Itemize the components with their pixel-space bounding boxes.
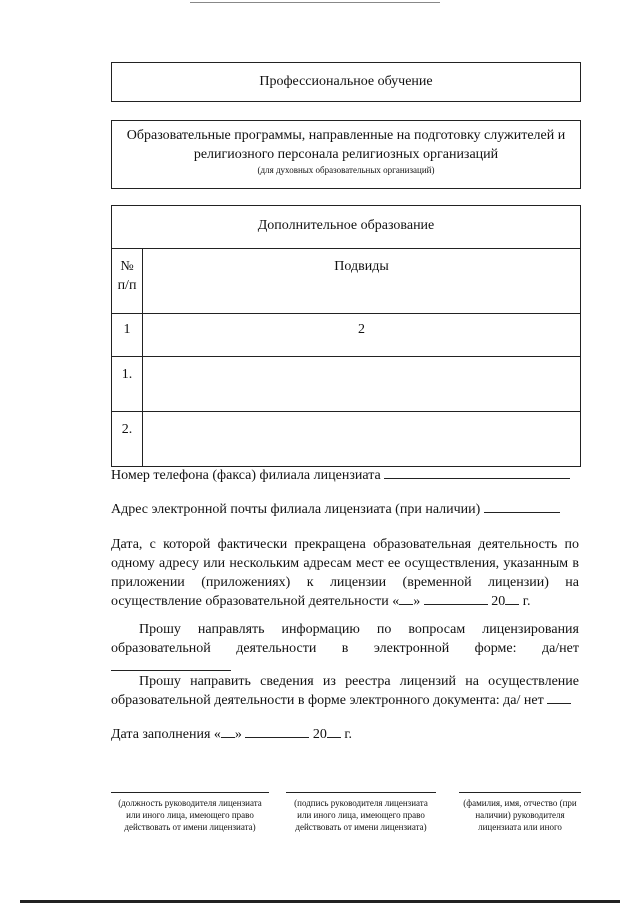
fill-date-quote: »	[234, 727, 242, 742]
request-electronic-info-blank[interactable]	[111, 658, 231, 671]
additional-education-title: Дополнительное образование	[112, 206, 581, 249]
date-stop-year-prefix: 20	[491, 594, 506, 609]
phone-field-blank[interactable]	[384, 466, 570, 479]
phone-field-label: Номер телефона (факса) филиала лицензиата	[111, 468, 381, 483]
email-field-line	[111, 500, 579, 519]
fill-date-month-blank[interactable]	[245, 725, 309, 738]
date-stop-quote: »	[413, 594, 421, 609]
signature-sign-caption: (подпись руководителя лицензиата или иного лица, имеющего право действовать от имени лицензиата)	[294, 798, 428, 832]
table-row	[112, 357, 581, 412]
table-row	[112, 412, 581, 467]
signature-name	[459, 792, 581, 833]
row-value[interactable]	[143, 412, 581, 467]
additional-education-table	[111, 205, 581, 467]
fill-date-year-blank[interactable]	[327, 725, 341, 738]
date-stop-year-suffix: г.	[522, 594, 531, 609]
column-number-header-line1: №	[120, 259, 134, 274]
signature-name-caption: (фамилия, имя, отчество (при наличии) руководителя лицензиата или иного	[463, 798, 577, 832]
signature-position-line[interactable]	[111, 792, 269, 793]
request-registry-paragraph	[111, 672, 579, 710]
phone-field-line	[111, 466, 579, 485]
date-stop-day-blank[interactable]	[399, 592, 413, 605]
index-cell-1: 1	[112, 314, 143, 357]
fill-date-day-blank[interactable]	[221, 725, 235, 738]
top-rule	[190, 2, 440, 3]
email-field-blank[interactable]	[484, 500, 560, 513]
fill-date-label: Дата заполнения «	[111, 727, 221, 742]
row-number: 2.	[112, 412, 143, 467]
request-registry-blank[interactable]	[547, 691, 571, 704]
row-value[interactable]	[143, 357, 581, 412]
signature-sign	[286, 792, 436, 833]
religious-programs-box	[111, 120, 581, 189]
religious-programs-title-line2: религиозного персонала религиозных организаций	[193, 147, 499, 162]
bottom-rule	[20, 900, 620, 903]
date-stop-paragraph	[111, 535, 579, 611]
religious-programs-title-line1: Образовательные программы, направленные на подготовку служителей и	[126, 128, 566, 143]
index-cell-2: 2	[143, 314, 581, 357]
signature-sign-line[interactable]	[286, 792, 436, 793]
date-stop-year-blank[interactable]	[505, 592, 519, 605]
request-electronic-info-text: Прошу направлять информацию по вопросам лицензирования образовательной деятельности в электронной форме: да/нет	[111, 622, 579, 656]
request-registry-text: Прошу направить сведения из реестра лицензий на осуществление образовательной деятельности в форме электронного документа: да/ нет	[111, 674, 579, 708]
email-field-label: Адрес электронной почты филиала лицензиата (при наличии)	[111, 502, 481, 517]
fill-date-year-suffix: г.	[344, 727, 353, 742]
date-stop-text: Дата, с которой фактически прекращена образовательная деятельность по одному адресу или нескольким адресам мест ее осуществления, указанным в приложении (приложениях) к лицензии (временной лицензии) на осуществление образовательной деятельности «	[111, 537, 579, 609]
date-stop-month-blank[interactable]	[424, 592, 488, 605]
fill-date-line	[111, 725, 579, 744]
signature-position-caption: (должность руководителя лицензиата или иного лица, имеющего право действовать от имени лицензиата)	[118, 798, 262, 832]
column-number-header-line2: п/п	[117, 278, 137, 293]
signature-position	[111, 792, 269, 833]
professional-training-box	[111, 62, 581, 102]
fill-date-year-prefix: 20	[312, 727, 327, 742]
row-number: 1.	[112, 357, 143, 412]
column-number-header	[112, 249, 143, 314]
column-subtypes-header: Подвиды	[143, 249, 581, 314]
request-electronic-info-paragraph	[111, 620, 579, 677]
signature-name-line[interactable]	[459, 792, 581, 793]
religious-programs-note: (для духовных образовательных организаций)	[257, 165, 435, 175]
professional-training-title: Профессиональное обучение	[259, 74, 433, 89]
